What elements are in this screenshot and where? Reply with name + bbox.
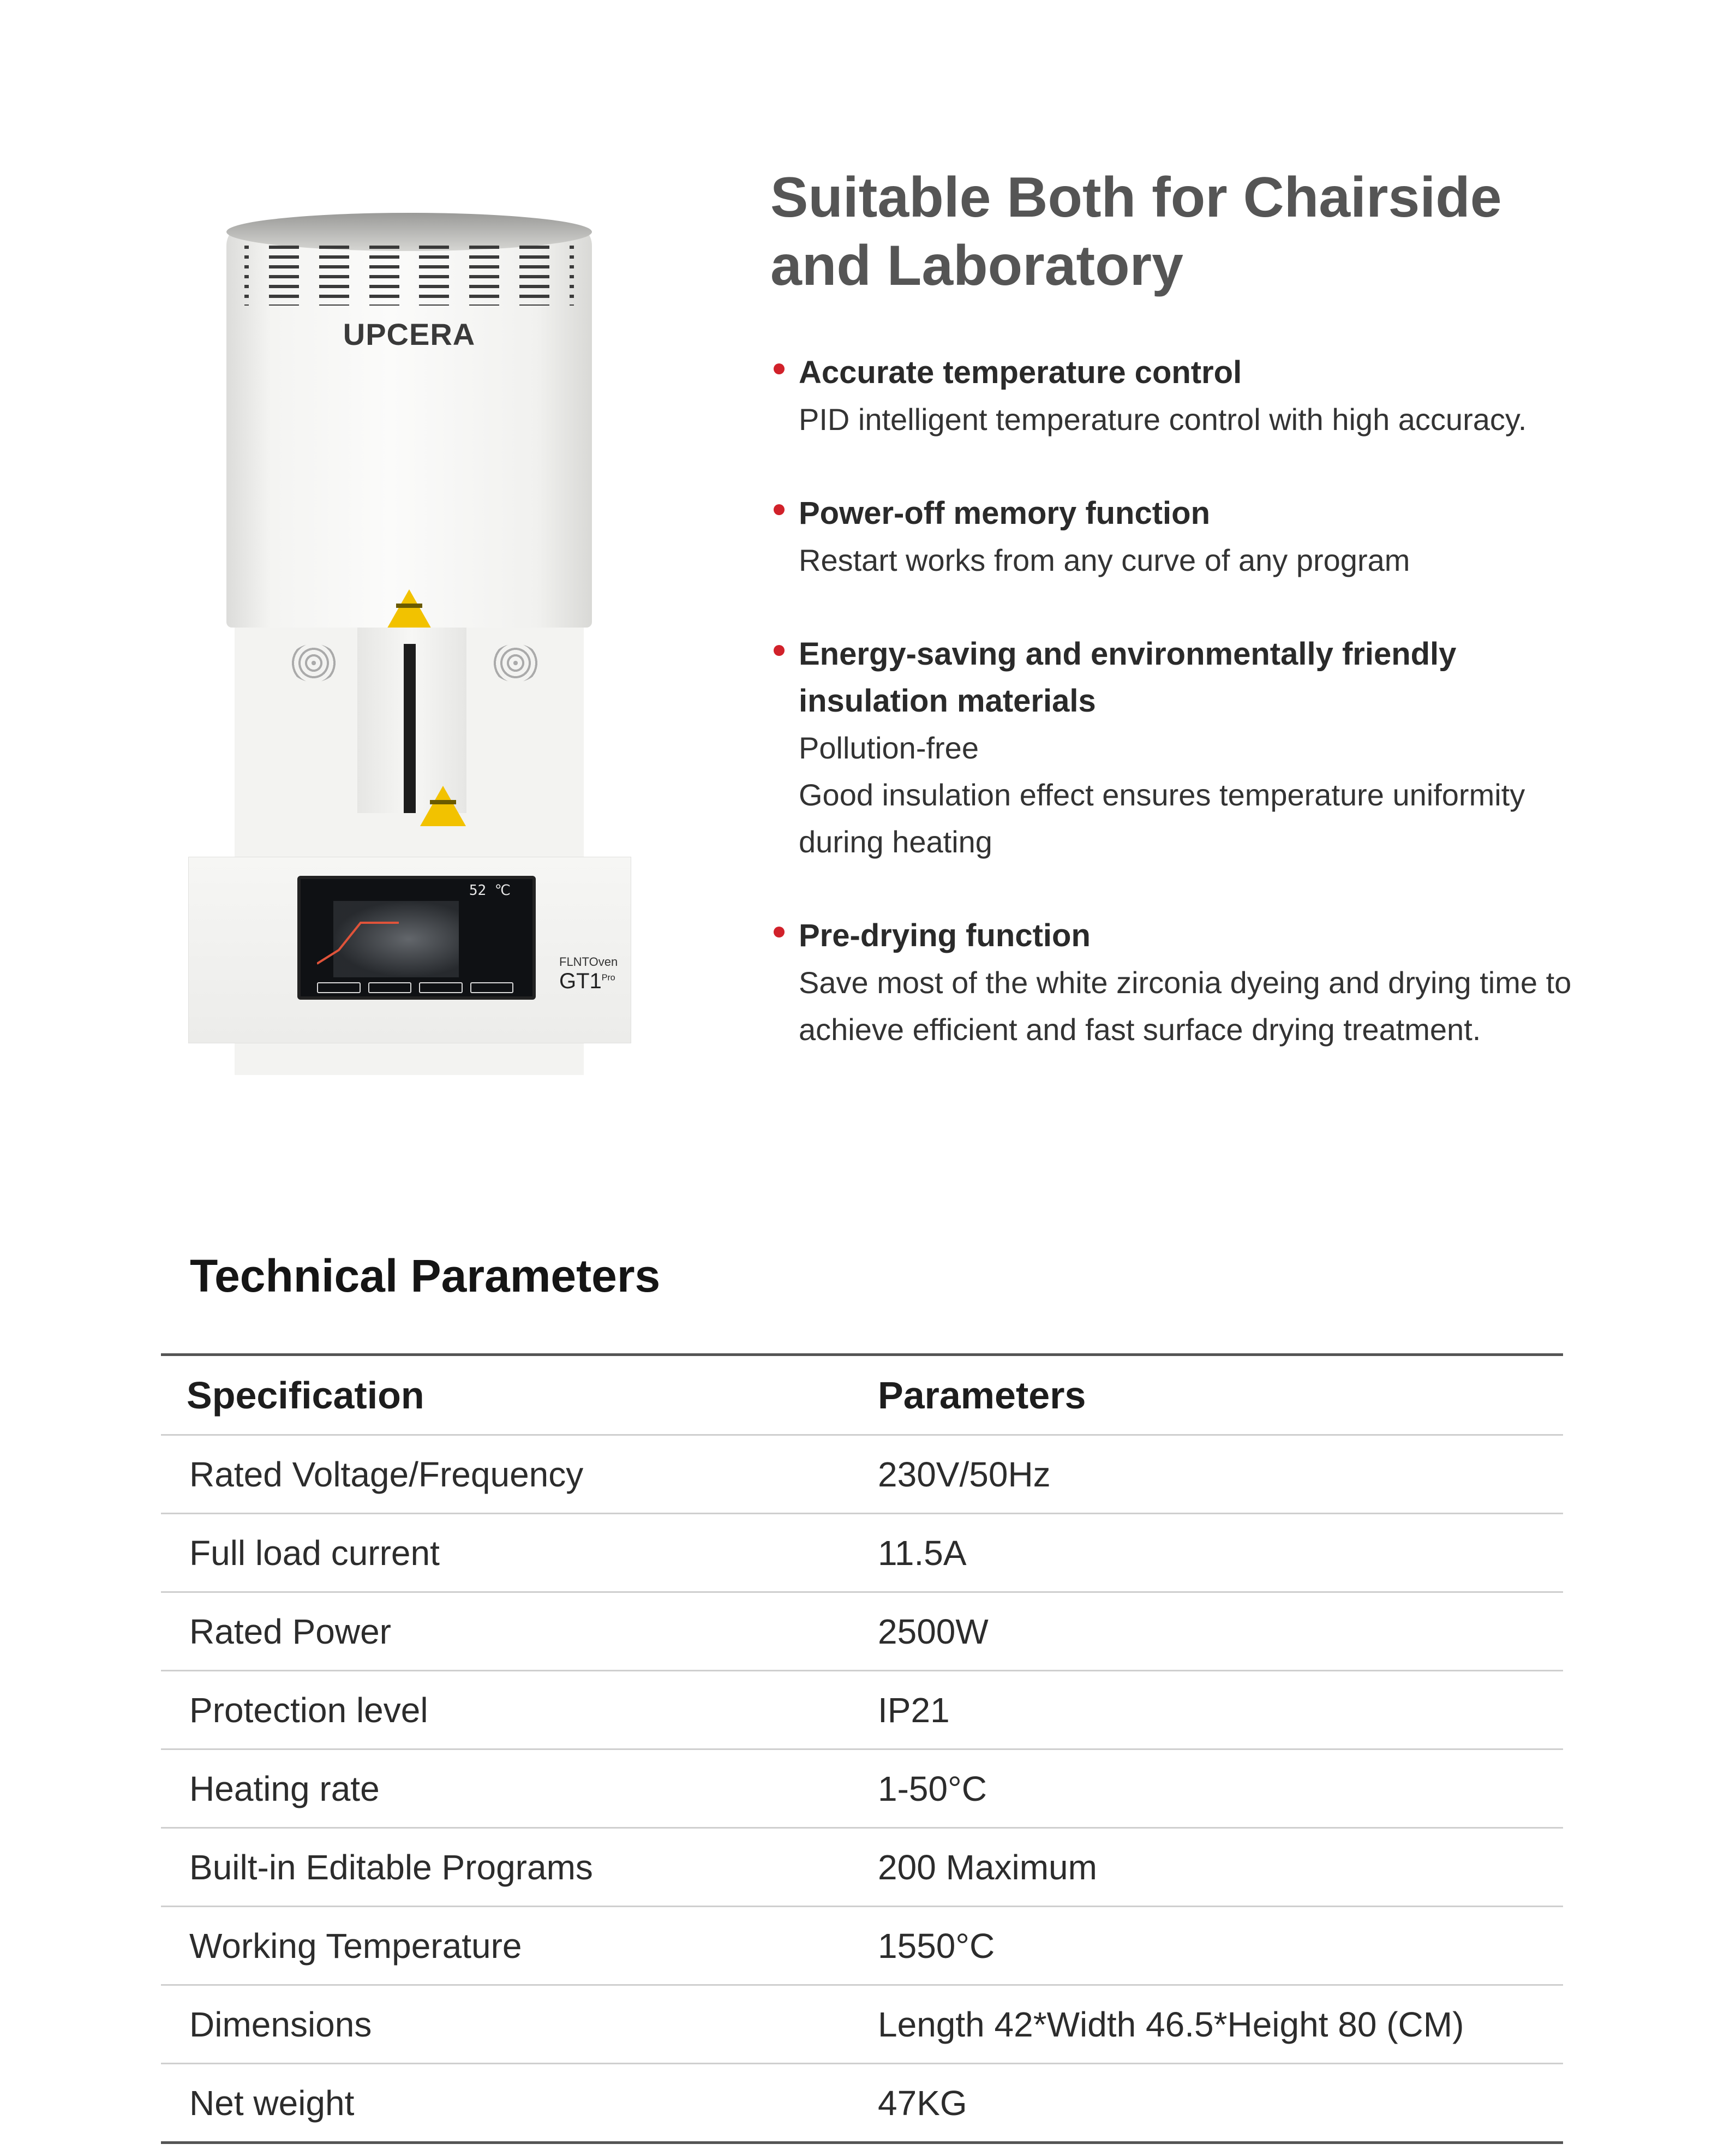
bullet-dot-icon [774,927,785,937]
headline-line-1: Suitable Both for Chairside [770,166,1502,229]
fan-grille-icon [289,644,338,682]
value-cell: 230V/50Hz [871,1435,1563,1514]
value-cell: 200 Maximum [871,1828,1563,1907]
headline-line-2: and Laboratory [770,234,1183,297]
spec-cell: Working Temperature [161,1907,871,1985]
feature-item [770,631,1589,865]
table-header-row [161,1355,1563,1435]
feature-item [770,490,1589,584]
column-header-specification: Specification [161,1355,871,1435]
spec-cell: Rated Power [161,1592,871,1671]
model-line: FLNTOven [559,955,618,969]
bullet-dot-icon [774,504,785,515]
feature-title: Energy-saving and environmentally friendly insulation materials [799,636,1457,719]
feature-title: Accurate temperature control [799,355,1242,390]
bullet-dot-icon [774,363,785,374]
model-suffix: Pro [601,973,615,983]
table-row [161,1749,1563,1828]
table-row [161,1514,1563,1592]
firing-curve-icon [317,912,404,966]
value-cell: 1550°C [871,1907,1563,1985]
lift-rod [404,644,416,813]
spec-cell: Full load current [161,1514,871,1592]
value-cell: IP21 [871,1671,1563,1749]
bullet-dot-icon [774,645,785,656]
value-cell: 1-50°C [871,1749,1563,1828]
warning-icon [420,786,466,826]
control-touchscreen [297,876,536,1000]
spec-cell: Heating rate [161,1749,871,1828]
feature-item [770,912,1589,1053]
table-row [161,1435,1563,1514]
warning-icon [386,589,432,630]
feature-description: Pollution-free [799,731,979,765]
feature-item [770,349,1589,443]
vent-slots [235,246,584,306]
feature-description: Save most of the white zirconia dyeing and drying time to achieve efficient and fast surface drying treatment. [799,965,1572,1047]
value-cell: 11.5A [871,1514,1563,1592]
table-row [161,1985,1563,2064]
feature-description: Good insulation effect ensures temperature uniformity during heating [799,778,1525,859]
feature-description: PID intelligent temperature control with high accuracy. [799,402,1527,437]
section-title: Technical Parameters [190,1250,661,1301]
table-row [161,2064,1563,2143]
product-image [180,213,638,1042]
value-cell: 2500W [871,1592,1563,1671]
brand-logo: UPCERA [343,317,476,351]
page-headline [770,164,1589,300]
spec-cell: Dimensions [161,1985,871,2064]
feature-description: Restart works from any curve of any program [799,543,1410,577]
spec-cell: Net weight [161,2064,871,2143]
table-row [161,1592,1563,1671]
spec-table [161,1353,1563,2144]
screen-temperature: 52 ℃ [469,882,511,899]
model-name: GT1 [559,969,602,993]
table-row [161,1907,1563,1985]
value-cell: Length 42*Width 46.5*Height 80 (CM) [871,1985,1563,2064]
spec-cell: Rated Voltage/Frequency [161,1435,871,1514]
model-label [559,955,618,994]
spec-cell: Built-in Editable Programs [161,1828,871,1907]
spec-cell: Protection level [161,1671,871,1749]
value-cell: 47KG [871,2064,1563,2143]
fan-grille-icon [491,644,540,682]
column-header-parameters: Parameters [871,1355,1563,1435]
feature-title: Power-off memory function [799,495,1211,531]
feature-list [770,349,1589,1100]
table-row [161,1828,1563,1907]
feature-title: Pre-drying function [799,918,1091,953]
table-row [161,1671,1563,1749]
